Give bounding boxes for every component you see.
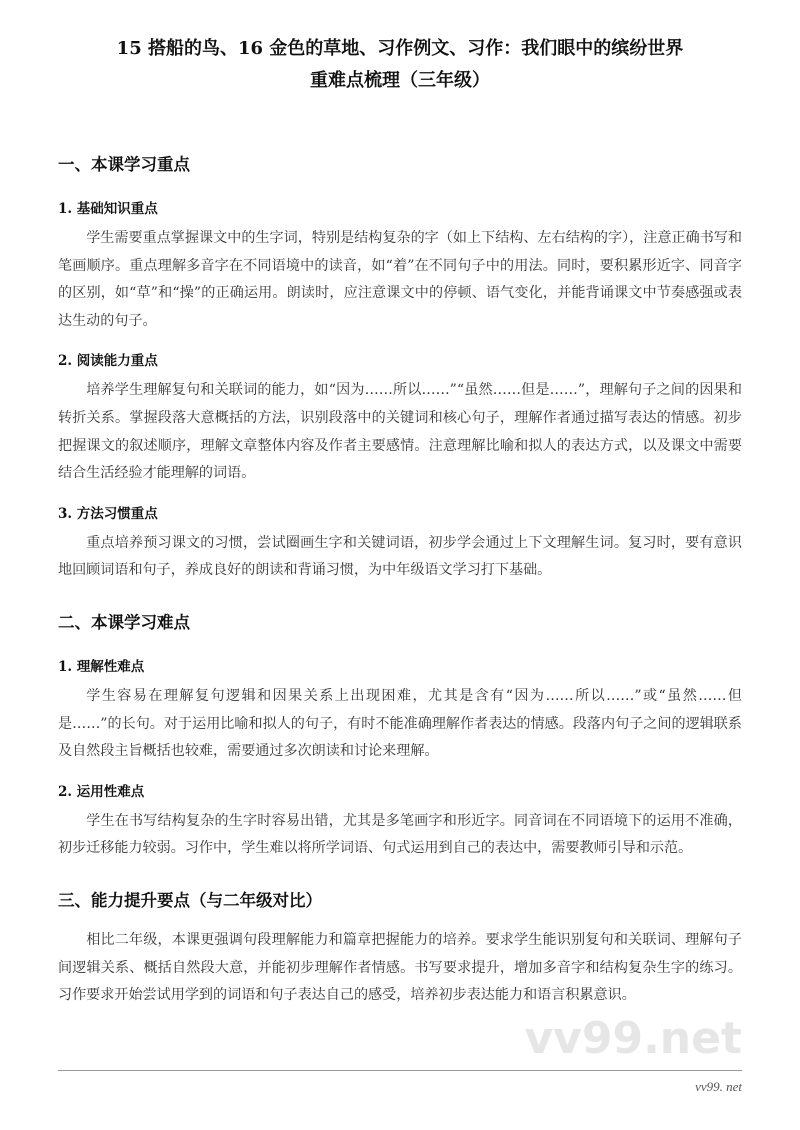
section-heading-ability-improvement: 三、能力提升要点（与二年级对比） [58, 890, 322, 910]
subheading-method-habit: 3. 方法习惯重点 [58, 505, 158, 522]
paragraph-application-difficulty: 学生在书写结构复杂的生字时容易出错，尤其是多笔画字和形近字。同音词在不同语境下的运用不准确，初步迁移能力较弱。习作中，学生难以将所学词语、句式运用到自己的表达中，需要教师引导和示范。 [58, 812, 742, 857]
paragraph-reading-ability: 培养学生理解复句和关联词的能力，如“因为……所以……”“虽然……但是……”，理解句子之间的因果和转折关系。掌握段落大意概括的方法，识别段落中的关键词和核心句子，理解作者通过描写表达的情感。初步把握课文的叙述顺序，理解文章整体内容及作者主要感情。注意理解比喻和拟人的表达方式，以及课文中需要结合生活经验才能理解的词语。 [58, 382, 742, 482]
subheading-application-difficulty: 2. 运用性难点 [58, 783, 145, 800]
paragraph-ability-improvement: 相比二年级，本课更强调句段理解能力和篇章把握能力的培养。要求学生能识别复句和关联词、理解句子间逻辑关系、概括自然段大意，并能初步理解作者情感。书写要求提升，增加多音字和结构复杂生字的练习。习作要求开始尝试用学到的词语和句子表达自己的感受，培养初步表达能力和语言积累意识。 [58, 931, 742, 1004]
title-line-2: 重难点梳理（三年级） [310, 70, 490, 91]
subheading-basic-knowledge: 1. 基础知识重点 [58, 201, 158, 217]
section-heading-difficulties: 二、本课学习难点 [58, 612, 190, 632]
footer-divider [58, 1070, 742, 1071]
subheading-reading-ability: 2. 阅读能力重点 [58, 353, 158, 370]
title-line-1: 15 搭船的鸟、16 金色的草地、习作例文、习作：我们眼中的缤纷世界 [116, 38, 684, 59]
subheading-comprehension-difficulty: 1. 理解性难点 [58, 658, 145, 675]
paragraph-basic-knowledge: 学生需要重点掌握课文中的生字词，特别是结构复杂的字（如上下结构、左右结构的字），注意正确书写和笔画顺序。重点理解多音字在不同语境中的读音，如“着”在不同句子中的用法。同时，要积累形近字、同音字的区别，如“草”和“操”的正确运用。朗读时，应注意课文中的停顿、语气变化，并能背诵课文中节奏感强或表达生动的句子。 [58, 230, 742, 329]
section-heading-key-points: 一、本课学习重点 [58, 155, 190, 174]
paragraph-comprehension-difficulty: 学生容易在理解复句逻辑和因果关系上出现困难，尤其是含有“因为……所以……”或“虽然……但是……”的长句。对于运用比喻和拟人的句子，有时不能准确理解作者表达的情感。段落内句子之间的逻辑联系及自然段主旨概括也较难，需要通过多次朗读和讨论来理解。 [58, 687, 742, 760]
watermark: vv99.net [524, 1012, 742, 1064]
document-title [40, 33, 760, 97]
footer-site-label: vv99. net [695, 1078, 742, 1094]
paragraph-method-habit: 重点培养预习课文的习惯，尝试圈画生字和关键词语，初步学会通过上下文理解生词。复习时，要有意识地回顾词语和句子，养成良好的朗读和背诵习惯，为中年级语文学习打下基础。 [58, 534, 742, 579]
